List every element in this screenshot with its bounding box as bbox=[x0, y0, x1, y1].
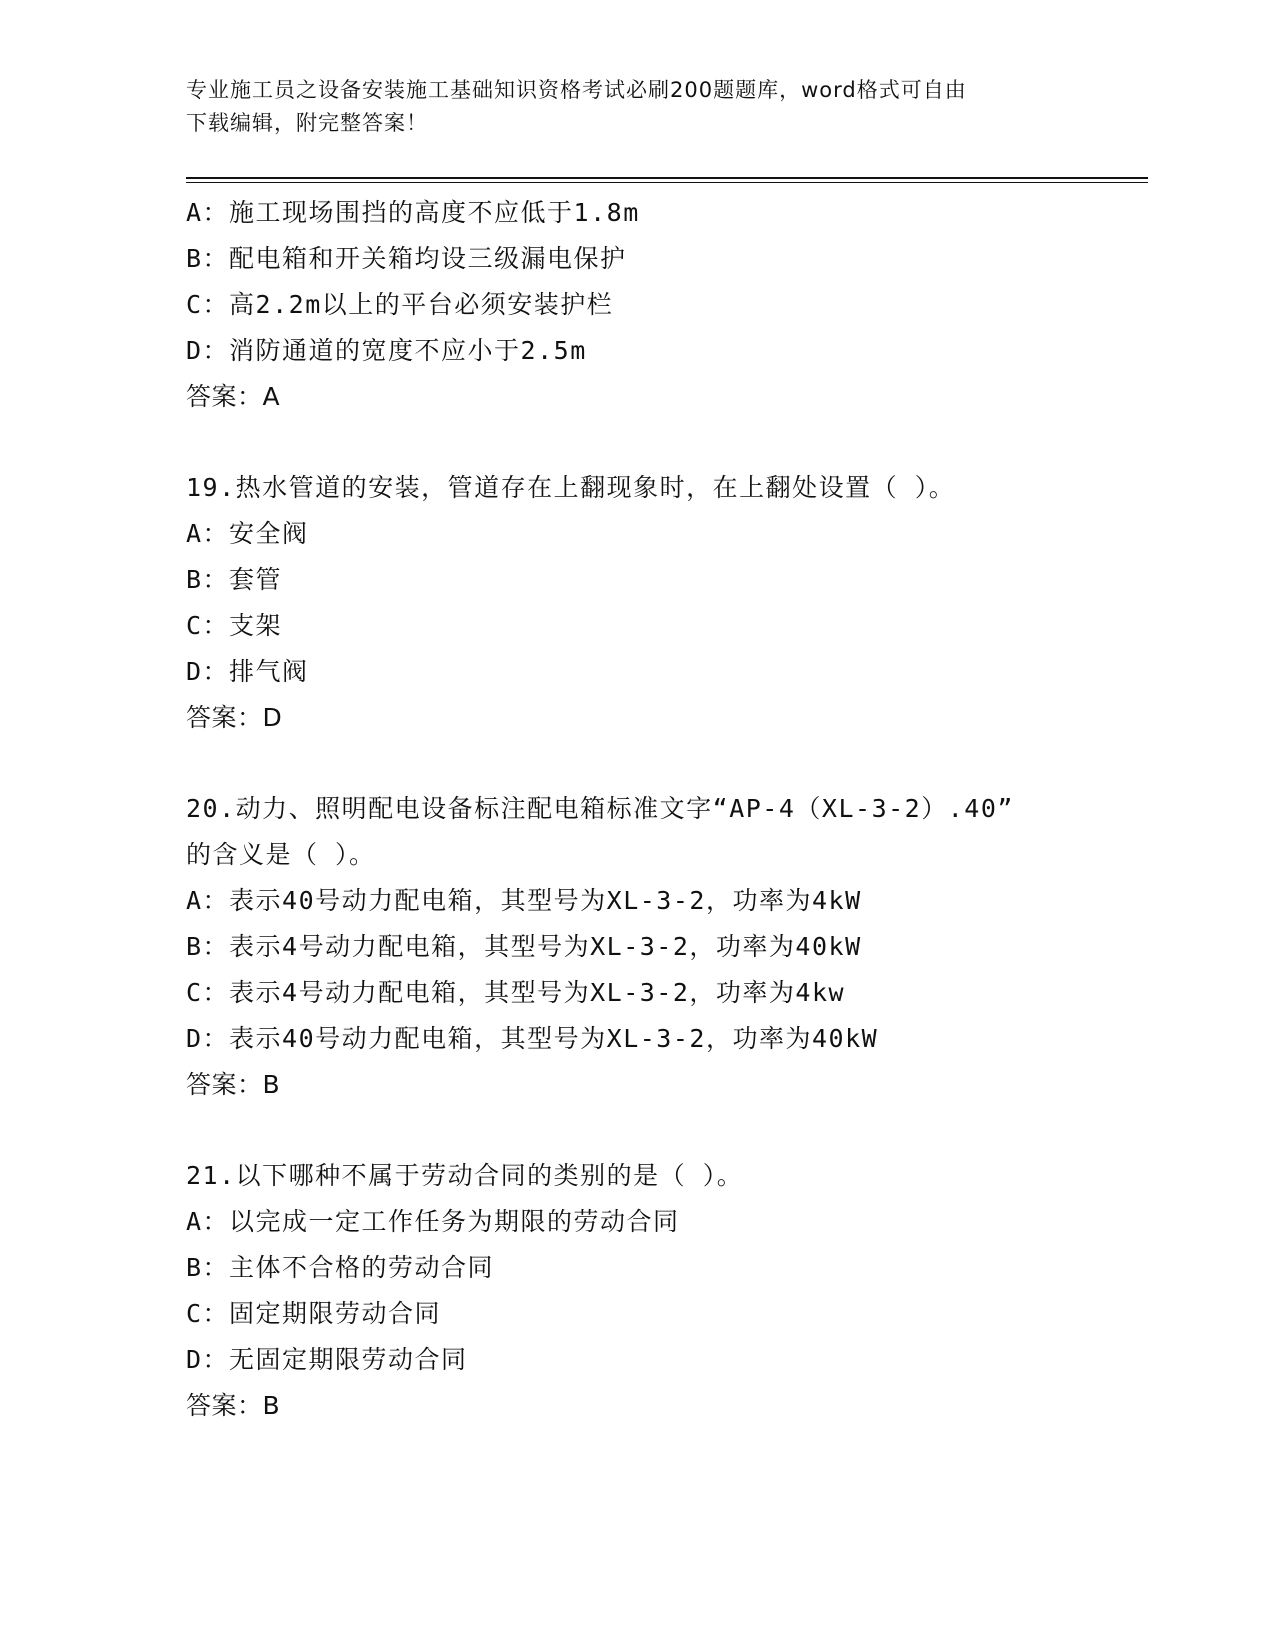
question-stem: 20.动力、照明配电设备标注配电箱标准文字“AP-4（XL-3-2）.40” bbox=[186, 794, 1014, 823]
answer-line: 答案：B bbox=[186, 1391, 281, 1420]
question-stem-continued: 的含义是（ ）。 bbox=[186, 840, 376, 869]
block-spacer bbox=[186, 741, 1146, 786]
block-spacer bbox=[186, 1108, 1146, 1153]
option-c: C：高2.2m以上的平台必须安装护栏 bbox=[186, 290, 614, 319]
question-list bbox=[186, 190, 1146, 1429]
option-b: B：主体不合格的劳动合同 bbox=[186, 1253, 495, 1282]
option-b: B：表示4号动力配电箱，其型号为XL-3-2，功率为40kW bbox=[186, 932, 862, 961]
header-line-2: 下载编辑，附完整答案！ bbox=[186, 111, 428, 135]
option-b: B：套管 bbox=[186, 565, 283, 594]
option-c: C：支架 bbox=[186, 611, 283, 640]
answer-line: 答案：A bbox=[186, 382, 281, 411]
option-d: D：排气阀 bbox=[186, 657, 309, 686]
option-a: A：以完成一定工作任务为期限的劳动合同 bbox=[186, 1207, 680, 1236]
question-block bbox=[186, 465, 1146, 741]
answer-line: 答案：D bbox=[186, 703, 283, 732]
header-divider-thin bbox=[186, 182, 1148, 183]
question-block bbox=[186, 786, 1146, 1108]
block-spacer bbox=[186, 420, 1146, 465]
question-stem: 21.以下哪种不属于劳动合同的类别的是（ ）。 bbox=[186, 1161, 744, 1190]
option-d: D：无固定期限劳动合同 bbox=[186, 1345, 468, 1374]
option-a: A：施工现场围挡的高度不应低于1.8m bbox=[186, 198, 640, 227]
option-c: C：表示4号动力配电箱，其型号为XL-3-2，功率为4kw bbox=[186, 978, 846, 1007]
header-line-1: 专业施工员之设备安装施工基础知识资格考试必刷200题题库，word格式可自由 bbox=[186, 78, 967, 102]
option-a: A：安全阀 bbox=[186, 519, 309, 548]
header-divider-thick bbox=[186, 177, 1148, 179]
option-a: A：表示40号动力配电箱，其型号为XL-3-2，功率为4kW bbox=[186, 886, 862, 915]
option-d: D：消防通道的宽度不应小于2.5m bbox=[186, 336, 587, 365]
option-b: B：配电箱和开关箱均设三级漏电保护 bbox=[186, 244, 627, 273]
document-header bbox=[186, 74, 1066, 140]
question-block bbox=[186, 190, 1146, 420]
answer-line: 答案：B bbox=[186, 1070, 281, 1099]
question-stem: 19.热水管道的安装，管道存在上翻现象时，在上翻处设置（ ）。 bbox=[186, 473, 956, 502]
option-d: D：表示40号动力配电箱，其型号为XL-3-2，功率为40kW bbox=[186, 1024, 879, 1053]
question-block bbox=[186, 1153, 1146, 1429]
option-c: C：固定期限劳动合同 bbox=[186, 1299, 442, 1328]
